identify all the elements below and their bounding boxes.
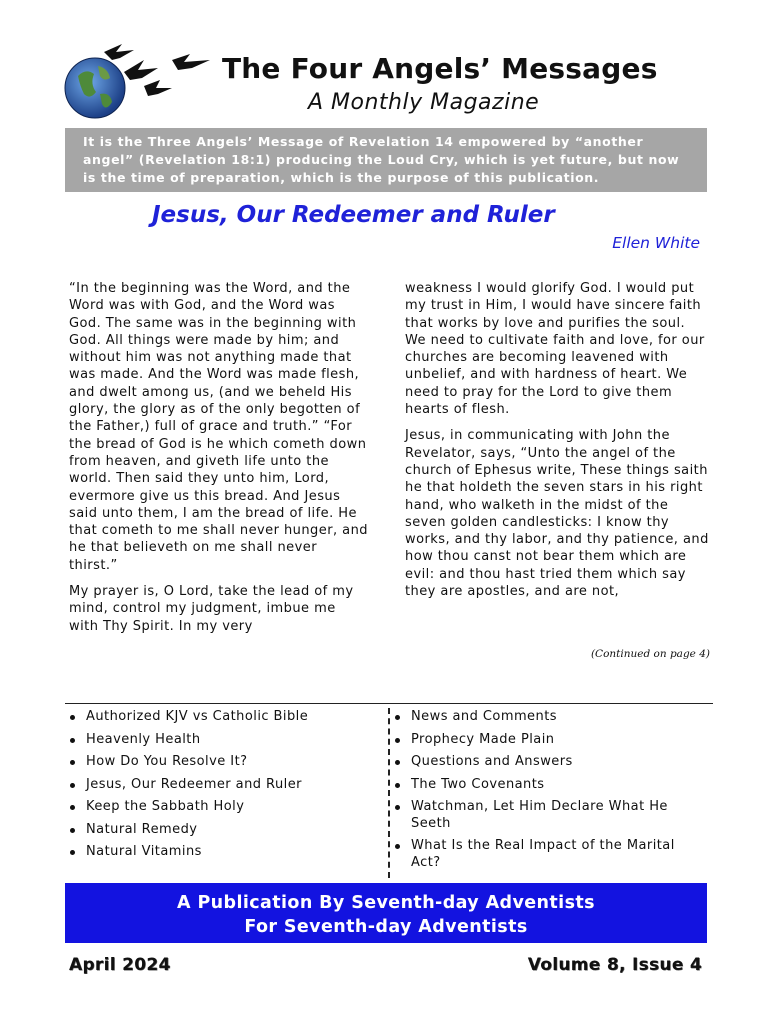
toc-item[interactable] xyxy=(68,709,368,726)
bullet-icon xyxy=(70,828,75,833)
publication-box xyxy=(65,883,707,943)
article-author: Ellen White xyxy=(612,234,700,252)
mission-banner xyxy=(65,128,707,192)
toc-top-rule xyxy=(65,703,713,704)
toc-item[interactable] xyxy=(68,777,368,794)
toc-item[interactable] xyxy=(68,732,368,749)
globe-angels-logo xyxy=(60,38,220,130)
masthead-logo xyxy=(60,38,220,130)
issue-date: April 2024 xyxy=(69,955,171,975)
toc-item-label: Authorized KJV vs Catholic Bible xyxy=(86,709,309,724)
globe-icon xyxy=(65,58,125,118)
bullet-icon xyxy=(70,783,75,788)
magazine-subtitle: A Monthly Magazine xyxy=(308,90,540,115)
mission-text: It is the Three Angels’ Message of Revelation 14 empowered by “another angel” (Revelation 18:1) producing the Loud Cry, which is yet future, but now is the time of preparation, which is the purpose of this publication. xyxy=(83,134,680,185)
toc-item-label: Questions and Answers xyxy=(411,754,573,769)
toc-item[interactable] xyxy=(68,799,368,816)
bullet-icon xyxy=(70,760,75,765)
toc-item[interactable] xyxy=(68,754,368,771)
toc-item[interactable] xyxy=(68,844,368,861)
toc-list-right xyxy=(393,709,698,877)
toc-item[interactable] xyxy=(68,822,368,839)
toc-column-divider xyxy=(388,708,390,878)
bullet-icon xyxy=(395,738,400,743)
bullet-icon xyxy=(70,850,75,855)
toc-list-left xyxy=(68,709,368,867)
article-column-left xyxy=(69,280,369,644)
toc-item[interactable] xyxy=(393,838,698,871)
bullet-icon xyxy=(395,844,400,849)
continued-note: (Continued on page 4) xyxy=(590,648,710,660)
article-paragraph: Jesus, in communicating with John the Revelator, says, “Unto the angel of the church of Ephesus write, These things saith he that holdeth the seven stars in his right hand, who walketh in the midst of the seven golden candlesticks: I know thy works, and thy labor, and thy patience, and how thou canst not bear them which are evil: and thou hast tried them which say they are apostles, and are not, xyxy=(405,428,709,600)
toc-item-label: Heavenly Health xyxy=(86,731,201,747)
toc-item-label: What Is the Real Impact of the Marital Act? xyxy=(411,838,675,870)
toc-item-label: News and Comments xyxy=(411,709,557,724)
magazine-title: The Four Angels’ Messages xyxy=(222,52,658,85)
publication-line: A Publication By Seventh-day Adventists xyxy=(177,893,595,913)
toc-item-label: Jesus, Our Redeemer and Ruler xyxy=(86,776,302,792)
issue-number: Volume 8, Issue 4 xyxy=(527,955,702,975)
bullet-icon xyxy=(395,805,400,810)
toc-item[interactable] xyxy=(393,754,698,771)
bullet-icon xyxy=(395,715,400,720)
toc-item-label: Natural Vitamins xyxy=(86,844,202,859)
publication-line: For Seventh-day Adventists xyxy=(244,917,528,937)
article-paragraph: My prayer is, O Lord, take the lead of my mind, control my judgment, imbue me with Thy Spirit. In my very xyxy=(69,584,354,634)
article-title: Jesus, Our Redeemer and Ruler xyxy=(152,202,555,228)
toc-item[interactable] xyxy=(393,732,698,749)
article-column-right xyxy=(405,280,710,609)
bullet-icon xyxy=(395,783,400,788)
bullet-icon xyxy=(70,738,75,743)
toc-item-label: Keep the Sabbath Holy xyxy=(86,799,245,814)
toc-item-label: The Two Covenants xyxy=(411,776,545,792)
bullet-icon xyxy=(70,715,75,720)
toc-item[interactable] xyxy=(393,777,698,794)
bullet-icon xyxy=(395,760,400,765)
toc-item[interactable] xyxy=(393,799,698,832)
toc-item-label: How Do You Resolve It? xyxy=(86,754,248,769)
toc-item-label: Prophecy Made Plain xyxy=(411,731,555,747)
bullet-icon xyxy=(70,805,75,810)
article-paragraph: weakness I would glorify God. I would put my trust in Him, I would have sincere faith that works by love and purifies the soul. We need to cultivate faith and love, for our churches are becoming leavened with unbelief, and with hardness of heart. We need to pray for the Lord to give them hearts of flesh. xyxy=(405,281,705,418)
toc-item-label: Watchman, Let Him Declare What He Seeth xyxy=(411,799,668,831)
article-paragraph: “In the beginning was the Word, and the Word was with God, and the Word was God. The same was in the beginning with God. All things were made by him; and without him was not anything made that was made. And the Word was made flesh, and dwelt among us, (and we beheld His glory, the glory as of the only begotten of the Father,) full of grace and truth.” “For the bread of God is he which cometh down from heaven, and giveth life unto the world. Then said they unto him, Lord, evermore give us this bread. And Jesus said unto them, I am the bread of life. He that cometh to me shall never hunger, and he that believeth on me shall never thirst.” xyxy=(69,281,368,573)
toc-item-label: Natural Remedy xyxy=(86,821,198,837)
toc-item[interactable] xyxy=(393,709,698,726)
